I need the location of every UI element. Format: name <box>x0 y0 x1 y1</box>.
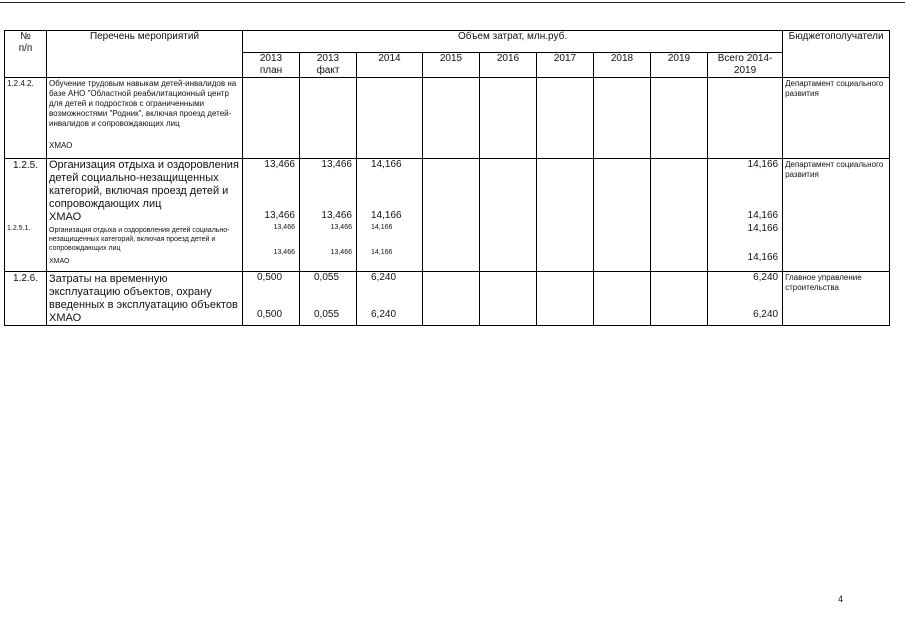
sub-row-num: 1.2.5.1. <box>7 225 31 232</box>
page-number: 4 <box>838 594 844 604</box>
header-col-2017: 2017 <box>537 53 594 78</box>
table-row <box>5 159 890 272</box>
row-name <box>47 272 243 326</box>
value-plan: 0,500 <box>257 272 283 283</box>
value-region-plan: 0,500 <box>257 309 283 320</box>
row-num: 1.2.5. <box>12 160 39 171</box>
sub-value-plan: 13,466 <box>273 224 295 231</box>
sub-value-total: 14,166 <box>747 223 779 234</box>
table-row <box>5 78 890 159</box>
row-name <box>47 78 243 159</box>
value-region-plan: 13,466 <box>264 210 295 221</box>
value-region-fact: 0,055 <box>314 309 340 320</box>
sub-value-region-2014: 14,166 <box>371 249 393 256</box>
value-region-total: 6,240 <box>753 309 779 320</box>
table-row <box>5 272 890 326</box>
row-name-text: Затраты на временную эксплуатацию объектов, охрану введенных в эксплуатацию объектов <box>49 273 238 311</box>
header-col-2015: 2015 <box>423 53 480 78</box>
top-border-line <box>0 2 905 3</box>
value-2014: 6,240 <box>371 272 397 283</box>
sub-value-2014: 14,166 <box>371 224 393 231</box>
header-events: Перечень мероприятий <box>47 31 243 78</box>
value-total: 14,166 <box>747 159 779 170</box>
sub-value-fact: 13,466 <box>330 224 352 231</box>
sub-row-region: ХМАО <box>49 258 70 265</box>
row-name-text: Обучение трудовым навыкам детей-инвалидов на базе АНО "Областной реабилитационный центр для детей и подростков с ограниченными возможностями "Родник", включая проезд детей-инвалидов и сопровождающих лиц <box>49 79 237 128</box>
value-region-total: 14,166 <box>747 210 779 221</box>
value-region-fact: 13,466 <box>321 210 352 221</box>
expenses-table <box>4 30 890 326</box>
header-col-2014: 2014 <box>357 53 423 78</box>
sub-value-region-plan: 13,466 <box>273 249 295 256</box>
row-name <box>47 159 243 272</box>
row-name-text: Организация отдыха и оздоровления детей социально-незащищенных категорий, включая проезд детей и сопровождающих лиц <box>49 159 239 210</box>
value-fact: 0,055 <box>314 272 340 283</box>
row-region: ХМАО <box>49 312 82 324</box>
value-region-2014: 14,166 <box>371 210 402 221</box>
header-col-fact: 2013 факт <box>300 53 357 78</box>
row-num: 1.2.6. <box>5 272 47 326</box>
header-col-2018: 2018 <box>594 53 651 78</box>
header-num: № п/п <box>5 31 47 78</box>
row-region: ХМАО <box>49 141 73 150</box>
row-recipient: Департамент социального развития <box>783 78 890 159</box>
row-recipient: Главное управление строительства <box>783 272 890 326</box>
value-2014: 14,166 <box>371 159 402 170</box>
header-col-2016: 2016 <box>480 53 537 78</box>
sub-row-name-text: Организация отдыха и оздоровления детей социально-незащищенных категорий, включая проезд детей и сопровождающих лиц <box>49 227 230 252</box>
sub-value-region-fact: 13,466 <box>330 249 352 256</box>
header-cost-group: Объем затрат, млн.руб. <box>243 31 783 53</box>
header-recipients: Бюджетополучатели <box>783 31 890 78</box>
row-num: 1.2.4.2. <box>5 78 47 159</box>
value-region-2014: 6,240 <box>371 309 397 320</box>
value-plan: 13,466 <box>264 159 295 170</box>
row-region: ХМАО <box>49 211 82 223</box>
header-col-plan: 2013 план <box>243 53 300 78</box>
sub-value-region-total: 14,166 <box>747 252 779 263</box>
row-recipient: Департамент социального развития <box>783 159 890 272</box>
header-col-total: Всего 2014- 2019 <box>708 53 783 78</box>
value-total: 6,240 <box>753 272 779 283</box>
header-col-2019: 2019 <box>651 53 708 78</box>
row-num-block <box>5 159 47 272</box>
value-fact: 13,466 <box>321 159 352 170</box>
